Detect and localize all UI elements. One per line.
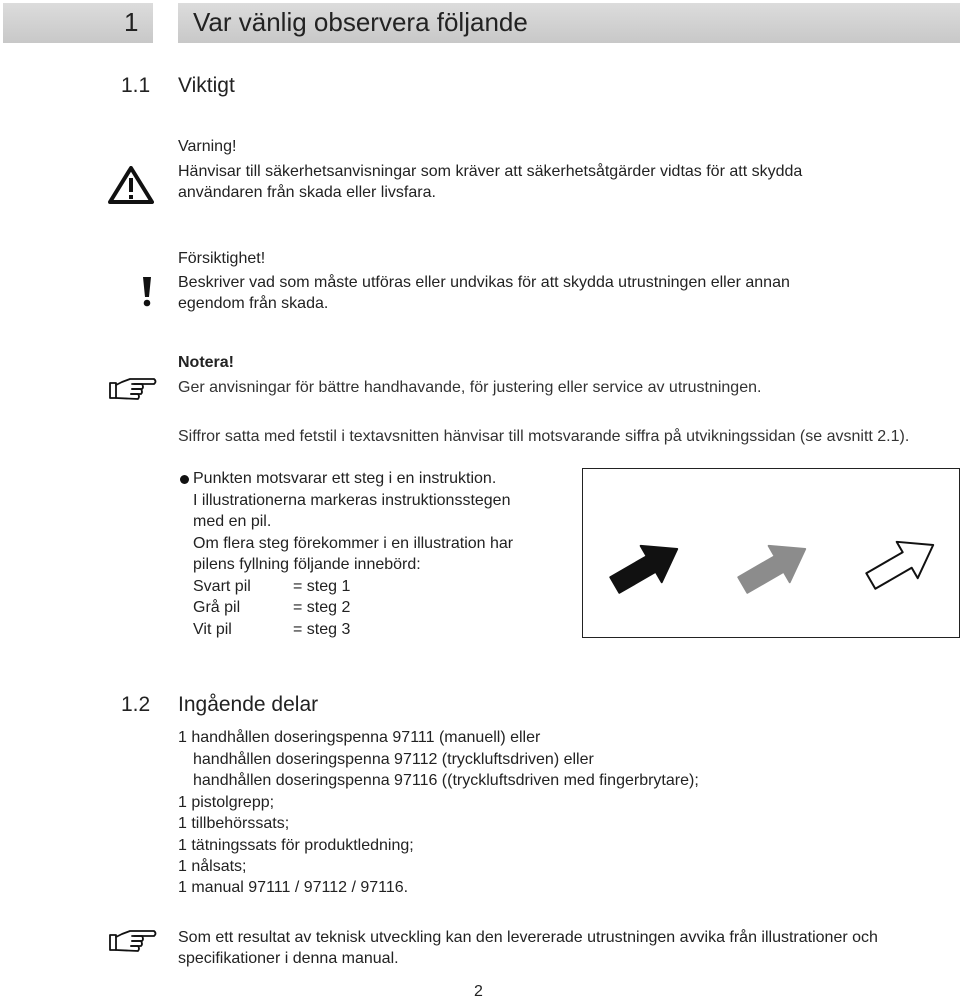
parts-item: 1 handhållen doseringspenna 97111 (manuell) eller <box>178 729 541 746</box>
note-heading: Notera! <box>178 354 235 371</box>
gray-arrow-icon <box>732 531 815 603</box>
caution-heading: Försiktighet! <box>178 250 266 267</box>
bullet-line: I illustrationerna markeras instruktionsstegen <box>193 491 511 509</box>
legend-row <box>193 597 513 619</box>
legend-row <box>193 576 513 598</box>
parts-item: 1 manual 97111 / 97112 / 97116. <box>178 879 409 896</box>
legend-value: = steg 2 <box>293 599 351 616</box>
arrow-illustration-box <box>582 468 960 638</box>
legend-name: Svart pil <box>193 577 251 595</box>
bullet-line: Punkten motsvarar ett steg i en instruktion. <box>193 470 497 487</box>
parts-item: handhållen doseringspenna 97112 (tryckluftsdriven) eller <box>193 751 594 768</box>
final-note-line-1: Som ett resultat av teknisk utveckling kan den levererade utrustningen avvika från illustrationer och <box>178 929 878 946</box>
note-text: Ger anvisningar för bättre handhavande, för justering eller service av utrustningen. <box>178 379 762 396</box>
pointing-hand-icon <box>108 928 158 954</box>
chapter-number: 1 <box>124 7 139 37</box>
legend-name: Vit pil <box>193 620 232 638</box>
warning-text-line-1: Hänvisar till säkerhetsanvisningar som kräver att säkerhetsåtgärder vidtas för att skydda <box>178 163 803 180</box>
parts-item: 1 tätningssats för produktledning; <box>178 837 414 854</box>
warning-heading: Varning! <box>178 138 237 155</box>
final-note-line-2: specifikationer i denna manual. <box>178 950 399 967</box>
section-number: 1.2 <box>121 693 151 716</box>
legend-name: Grå pil <box>193 599 241 616</box>
exclamation-icon <box>140 276 154 308</box>
caution-text-line-2: egendom från skada. <box>178 295 329 312</box>
parts-item: 1 pistolgrepp; <box>178 794 275 811</box>
bullet-line: med en pil. <box>193 513 272 530</box>
warning-triangle-icon <box>108 166 154 204</box>
bullet-line: Om flera steg förekommer i en illustration har <box>193 534 514 552</box>
section-number: 1.1 <box>121 74 151 97</box>
chapter-title-bar <box>178 3 960 43</box>
page-number: 2 <box>474 983 483 1000</box>
bullet-text-block <box>193 468 513 640</box>
numbers-note: Siffror satta med fetstil i textavsnitten hänvisar till motsvarande siffra på utvikningssidan (se avsnitt 2.1). <box>178 428 910 445</box>
caution-text-line-1: Beskriver vad som måste utföras eller undvikas för att skydda utrustningen eller annan <box>178 274 790 291</box>
warning-text-line-2: användaren från skada eller livsfara. <box>178 184 436 201</box>
legend-row <box>193 619 513 641</box>
parts-item: handhållen doseringspenna 97116 ((tryckluftsdriven med fingerbrytare); <box>193 772 699 789</box>
arrow-illustration <box>583 469 958 636</box>
parts-item: 1 nålsats; <box>178 858 247 875</box>
section-title: Viktigt <box>178 74 235 97</box>
bullet-line: pilens fyllning följande innebörd: <box>193 556 421 573</box>
chapter-number-bar <box>3 3 153 43</box>
chapter-title: Var vänlig observera följande <box>193 7 528 37</box>
section-title: Ingående delar <box>178 693 319 716</box>
legend-value: = steg 3 <box>293 620 351 638</box>
bullet-icon <box>180 475 189 484</box>
legend-value: = steg 1 <box>293 577 351 595</box>
white-arrow-icon <box>860 527 943 599</box>
pointing-hand-icon <box>108 376 158 402</box>
parts-item: 1 tillbehörssats; <box>178 815 290 832</box>
black-arrow-icon <box>604 531 687 603</box>
